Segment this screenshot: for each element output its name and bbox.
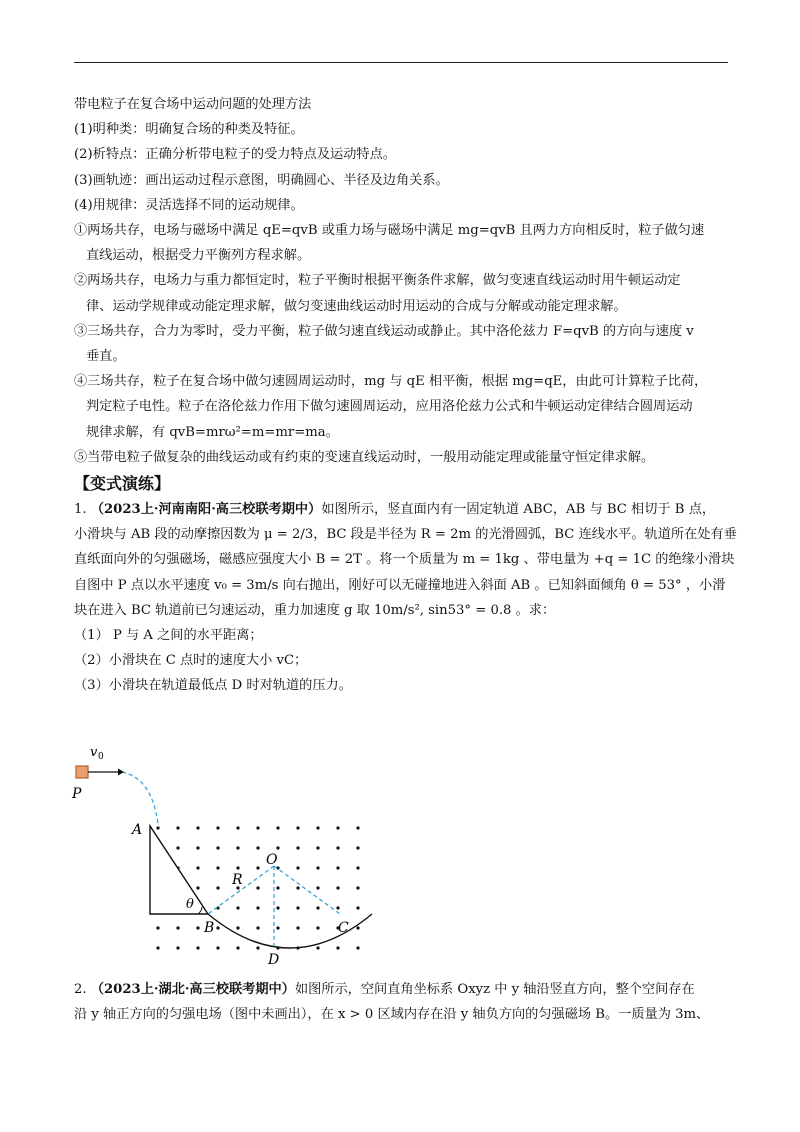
field-dot [176, 926, 179, 929]
field-dot [276, 826, 279, 829]
field-dot [276, 846, 279, 849]
field-dot [256, 866, 259, 869]
document-body [74, 92, 737, 699]
field-dot [156, 946, 159, 949]
field-dot [256, 926, 259, 929]
rule-line: 规律求解，有 qvB=mrω²=m=mr=ma。 [86, 424, 339, 440]
field-dot [176, 946, 179, 949]
intro-step: (4)用规律：灵活选择不同的运动规律。 [74, 197, 304, 213]
section-heading: 【变式演练】 [74, 474, 171, 494]
field-dot [316, 846, 319, 849]
field-dot [356, 866, 359, 869]
field-dot [196, 846, 199, 849]
field-dot [356, 906, 359, 909]
field-dot [256, 826, 259, 829]
field-dot [176, 826, 179, 829]
question-line: 如图所示，空间直角坐标系 Oxyz 中 y 轴沿竖直方向，整个空间存在 [294, 982, 695, 997]
field-dot [216, 926, 219, 929]
field-dot [156, 926, 159, 929]
field-dot [216, 846, 219, 849]
trajectory-dashed [122, 772, 158, 824]
field-dot [196, 826, 199, 829]
small-block [76, 766, 88, 778]
question-part: （3）小滑块在轨道最低点 D 时对轨道的压力。 [74, 678, 352, 694]
field-dot [356, 946, 359, 949]
question-part: （2）小滑块在 C 点时的速度大小 vC； [74, 653, 308, 669]
field-dot [236, 866, 239, 869]
question-2 [74, 977, 728, 1027]
field-dot [316, 826, 319, 829]
field-dot [296, 866, 299, 869]
track-figure [66, 738, 386, 974]
field-dot [236, 946, 239, 949]
field-dot [296, 846, 299, 849]
question-line: 如图所示，竖直面内有一固定轨道 ABC，AB 与 BC 相切于 B 点， [321, 502, 716, 518]
rule-line: 判定粒子电性。粒子在洛伦兹力作用下做匀速圆周运动，应用洛伦兹力公式和牛顿运动定律结合圆周运动 [86, 399, 693, 415]
field-dot [276, 886, 279, 889]
label-b: B [204, 920, 215, 936]
rule-line: ③三场共存，合力为零时，受力平衡，粒子做匀速直线运动或静止。其中洛伦兹力 F=qvB 的方向与速度 v [74, 323, 694, 339]
field-dot [236, 826, 239, 829]
field-dot [236, 846, 239, 849]
intro-step: (2)析特点：正确分析带电粒子的受力特点及运动特点。 [74, 147, 396, 163]
rule-line: ⑤当带电粒子做复杂的曲线运动或有约束的变速直线运动时，一般用动能定理或能量守恒定律求解。 [74, 449, 655, 465]
field-dot [216, 886, 219, 889]
incline-triangle [150, 826, 208, 914]
rule-line: ④三场共存，粒子在复合场中做匀速圆周运动时，mg 与 qE 相平衡，根据 mg=qE，由此可计算粒子比荷， [74, 374, 708, 390]
field-dot [316, 866, 319, 869]
field-dot [316, 886, 319, 889]
field-dot [356, 826, 359, 829]
question-part: （1） P 与 A 之间的水平距离； [74, 628, 263, 644]
question-source: （2023上·湖北·高三校联考期中） [90, 982, 295, 997]
field-dot [196, 886, 199, 889]
question-1-stem [74, 497, 728, 522]
field-dot [296, 926, 299, 929]
label-c: C [338, 920, 349, 936]
field-dot [296, 826, 299, 829]
field-dot [156, 826, 159, 829]
label-p: P [72, 786, 82, 802]
field-dot [336, 886, 339, 889]
velocity-arrowhead [118, 769, 124, 776]
question-line: 直纸面向外的匀强磁场，磁感应强度大小 B = 2T 。将一个质量为 m = 1kg 、带电量为 +q = 1C 的绝缘小滑块 [74, 552, 735, 568]
question-source: （2023上·河南南阳·高三校联考期中） [90, 502, 322, 518]
question-2-stem [74, 977, 728, 1002]
field-dot [316, 946, 319, 949]
field-dot [336, 946, 339, 949]
field-dot [336, 846, 339, 849]
field-dot [256, 906, 259, 909]
question-line: 沿 y 轴正方向的匀强电场（图中未画出），在 x > 0 区域内存在沿 y 轴负方向的匀强磁场 B。一质量为 3m、 [74, 1007, 710, 1023]
intro-step: (3)画轨迹：画出运动过程示意图，明确圆心、半径及边角关系。 [74, 172, 449, 188]
field-dot [276, 906, 279, 909]
field-dot [356, 926, 359, 929]
field-dot [296, 886, 299, 889]
field-dot [316, 906, 319, 909]
field-dot [356, 846, 359, 849]
rule-line: ②两场共存，电场力与重力都恒定时，粒子平衡时根据平衡条件求解，做匀变速直线运动时用牛顿运动定 [74, 273, 681, 289]
label-a: A [132, 822, 143, 838]
field-dot [176, 846, 179, 849]
field-dot [196, 926, 199, 929]
question-number: 2. [74, 982, 87, 997]
label-v0: v [90, 745, 98, 760]
intro-title: 带电粒子在复合场中运动问题的处理方法 [74, 97, 312, 112]
question-line: 块在进入 BC 轨道前已匀速运动，重力加速度 g 取 10m/s², sin53° = 0.8 。求： [74, 602, 556, 618]
field-dot [256, 946, 259, 949]
field-dot [256, 846, 259, 849]
field-dot [216, 866, 219, 869]
question-line: 小滑块与 AB 段的动摩擦因数为 μ = 2/3，BC 段是半径为 R = 2m 的光滑圆弧，BC 连线水平。轨道所在处有垂 [74, 527, 737, 543]
field-dot [336, 866, 339, 869]
label-v0-sub: 0 [98, 752, 104, 762]
field-dot [316, 926, 319, 929]
label-r: R [232, 872, 243, 888]
field-dot [336, 906, 339, 909]
rule-line: 律、运动学规律或动能定理求解，做匀变速曲线运动时用运动的合成与分解或动能定理求解。 [86, 298, 627, 314]
field-dot [216, 946, 219, 949]
field-dot [256, 886, 259, 889]
field-dot [276, 926, 279, 929]
rule-line: ①两场共存，电场与磁场中满足 qE=qvB 或重力场与磁场中满足 mg=qvB 且两力方向相反时，粒子做匀速 [74, 223, 705, 239]
label-o: O [266, 852, 278, 868]
radius-oc [274, 866, 340, 914]
label-d: D [268, 952, 280, 968]
label-theta: θ [186, 897, 194, 912]
field-dot [196, 866, 199, 869]
field-dot [356, 886, 359, 889]
field-dot [236, 906, 239, 909]
question-number: 1. [74, 502, 87, 518]
rule-line: 垂直。 [86, 349, 126, 365]
field-dot [336, 826, 339, 829]
field-dot [296, 906, 299, 909]
rule-line: 直线运动，根据受力平衡列方程求解。 [86, 248, 311, 264]
intro-step: (1)明种类：明确复合场的种类及特征。 [74, 122, 304, 138]
field-dot [196, 946, 199, 949]
field-dot [236, 926, 239, 929]
field-dot [216, 826, 219, 829]
question-line: 自图中 P 点以水平速度 v₀ = 3m/s 向右抛出，刚好可以无碰撞地进入斜面 AB 。已知斜面倾角 θ = 53° ，小滑 [74, 577, 726, 593]
header-rule [74, 62, 728, 63]
